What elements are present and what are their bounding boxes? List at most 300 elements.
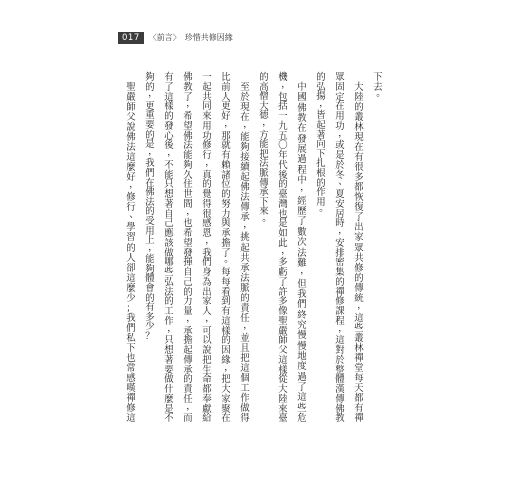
glyph: 做 (164, 247, 174, 259)
glyph: 德 (259, 110, 269, 122)
glyph: 麼 (126, 162, 136, 174)
glyph: ， (148, 241, 158, 253)
glyph: 我 (145, 158, 155, 170)
glyph: 的 (354, 102, 364, 114)
glyph: 大 (259, 100, 269, 112)
glyph: 每 (221, 267, 231, 278)
glyph: 中 (297, 175, 307, 187)
glyph: 多 (354, 172, 364, 184)
glyph: 脈 (259, 167, 269, 179)
glyph: 命 (202, 374, 212, 386)
glyph: 集 (335, 267, 345, 278)
glyph: 可 (202, 325, 212, 337)
glyph: 樣 (164, 101, 174, 113)
glyph: 數 (297, 226, 307, 238)
glyph: 說 (126, 122, 136, 134)
glyph: ； (126, 302, 136, 314)
glyph: 不 (164, 159, 174, 171)
glyph: 在 (354, 142, 364, 154)
glyph: 給 (202, 413, 212, 425)
glyph: 體 (335, 374, 345, 386)
glyph: 好 (221, 111, 231, 122)
glyph: 傳 (335, 393, 345, 405)
glyph: 家 (354, 232, 364, 244)
glyph: 起 (183, 345, 193, 356)
glyph: 用 (145, 225, 155, 237)
glyph: 的 (278, 179, 288, 191)
glyph: 佛 (183, 72, 193, 83)
glyph: 大 (278, 384, 288, 395)
glyph: 修 (126, 192, 136, 204)
glyph: 就 (221, 140, 231, 152)
glyph: 了 (278, 276, 288, 288)
glyph: 多 (278, 296, 288, 308)
glyph: 說 (202, 345, 212, 356)
glyph: 只 (164, 179, 174, 191)
glyph: 終 (297, 309, 307, 321)
glyph: 叢 (354, 112, 364, 124)
glyph: 且 (240, 342, 250, 354)
glyph: 這 (278, 354, 288, 366)
glyph: 聖 (126, 82, 136, 93)
glyph: 傳 (183, 354, 193, 366)
glyph: 眾 (335, 72, 345, 83)
glyph: 得 (202, 198, 212, 210)
glyph: 下 (373, 72, 383, 83)
glyph: 承 (183, 364, 193, 376)
glyph: 像 (278, 306, 288, 317)
glyph: 堂 (354, 362, 364, 374)
glyph: 想 (164, 345, 174, 356)
glyph: 了 (297, 381, 307, 393)
glyph: 位 (221, 179, 231, 191)
glyph: ， (262, 116, 272, 128)
glyph: 、 (129, 209, 139, 221)
glyph: 為 (202, 276, 212, 288)
glyph: 在 (145, 177, 155, 189)
glyph: 很 (354, 162, 364, 174)
glyph: 承 (240, 212, 250, 224)
glyph: 〇 (278, 140, 288, 152)
glyph: 獻 (202, 403, 212, 415)
glyph: 程 (297, 164, 307, 176)
glyph: 做 (240, 403, 250, 414)
glyph: ， (281, 244, 291, 256)
glyph: 嚴 (126, 92, 136, 104)
glyph: 那 (221, 130, 231, 142)
glyph: 要 (145, 119, 155, 131)
glyph: 了 (221, 247, 231, 259)
glyph: 夠 (183, 159, 193, 171)
glyph: ， (186, 98, 196, 110)
glyph: 父 (126, 112, 136, 124)
glyph: 這 (126, 272, 136, 284)
glyph: ， (205, 156, 215, 168)
glyph: 賴 (221, 159, 231, 171)
glyph: 修 (335, 296, 345, 308)
glyph: 密 (335, 257, 345, 269)
glyph: 年 (278, 150, 288, 161)
glyph: 的 (145, 129, 155, 141)
glyph: 行 (202, 150, 212, 161)
glyph: 希 (183, 228, 193, 239)
glyph: 作 (316, 187, 326, 199)
glyph: 都 (354, 182, 364, 194)
glyph: 能 (259, 139, 269, 151)
glyph: 天 (354, 382, 364, 394)
glyph: 向 (316, 139, 326, 151)
running-header (118, 32, 233, 44)
glyph: 挑 (240, 232, 250, 244)
glyph: 危 (297, 413, 307, 424)
glyph: 私 (126, 332, 136, 344)
glyph: 少 (145, 321, 155, 333)
glyph: 諸 (221, 169, 231, 181)
text-column (297, 73, 310, 424)
glyph: 用 (335, 111, 345, 122)
glyph: 師 (278, 335, 288, 347)
glyph: 從 (278, 374, 288, 386)
glyph: 望 (183, 237, 193, 249)
glyph: 的 (183, 286, 193, 298)
glyph: 了 (164, 81, 174, 93)
glyph: 工 (240, 382, 250, 394)
glyph: ， (243, 219, 253, 231)
glyph: 承 (259, 187, 269, 199)
glyph: 奉 (202, 393, 212, 405)
glyph: ， (186, 312, 196, 324)
glyph: 來 (202, 111, 212, 122)
glyph: 的 (221, 335, 231, 347)
glyph: 於 (335, 354, 345, 366)
glyph: 課 (335, 306, 345, 317)
glyph: 了 (183, 91, 193, 103)
glyph: 好 (126, 172, 136, 184)
glyph: 做 (164, 374, 174, 386)
glyph: 我 (297, 288, 307, 300)
glyph: 法 (145, 196, 155, 208)
glyph: 的 (335, 276, 345, 288)
glyph: 法 (240, 192, 250, 204)
glyph: 扎 (316, 158, 326, 170)
glyph: 些 (164, 267, 174, 278)
glyph: 的 (183, 374, 193, 386)
glyph: 林 (354, 122, 364, 134)
glyph: 的 (145, 81, 155, 93)
glyph: 感 (126, 372, 136, 384)
glyph: 。 (376, 88, 386, 100)
glyph: 起 (240, 242, 250, 254)
glyph: 恢 (354, 192, 364, 204)
glyph: 人 (202, 306, 212, 317)
glyph: 弘 (316, 81, 326, 93)
glyph: 冬 (335, 169, 345, 181)
glyph: 下 (126, 342, 136, 354)
glyph: 很 (202, 208, 212, 220)
text-column (259, 72, 272, 227)
glyph: 後 (278, 169, 288, 181)
glyph: 也 (183, 218, 193, 230)
glyph: 功 (335, 120, 345, 132)
glyph: ， (129, 179, 139, 191)
glyph: 包 (278, 91, 288, 103)
glyph: 能 (240, 132, 250, 144)
glyph: 以 (202, 335, 212, 347)
glyph: 這 (221, 315, 231, 327)
glyph: 的 (316, 72, 326, 83)
glyph: 臺 (278, 189, 288, 200)
glyph: 覺 (202, 189, 212, 200)
glyph: ， (224, 117, 234, 129)
glyph: 來 (259, 206, 269, 218)
glyph: 行 (126, 202, 136, 214)
glyph: 努 (221, 198, 231, 210)
glyph: 大 (354, 82, 364, 93)
glyph: 身 (202, 267, 212, 278)
glyph: 這 (354, 312, 364, 324)
glyph: 慢 (297, 330, 307, 342)
glyph: 有 (354, 152, 364, 164)
glyph: 在 (221, 413, 231, 425)
text-column (221, 72, 234, 425)
glyph: 的 (164, 111, 174, 122)
glyph: 法 (297, 247, 307, 259)
glyph: 前 (221, 81, 231, 93)
glyph: 少 (126, 292, 136, 304)
glyph: 家 (202, 296, 212, 308)
glyph: 叢 (354, 332, 364, 344)
text-column (278, 72, 291, 425)
glyph: 師 (126, 102, 136, 114)
glyph: 機 (278, 72, 288, 83)
glyph: 上 (145, 235, 155, 247)
glyph: 責 (240, 302, 250, 314)
glyph: 承 (183, 325, 193, 337)
glyph: 體 (145, 273, 155, 285)
glyph: 同 (202, 101, 212, 113)
glyph: 因 (221, 345, 231, 356)
glyph: 用 (202, 120, 212, 132)
glyph: 不 (164, 413, 174, 425)
glyph: 在 (240, 112, 250, 124)
glyph: 傳 (240, 202, 250, 214)
glyph: 佛 (126, 132, 136, 144)
glyph: 多 (278, 257, 288, 269)
glyph: 度 (297, 361, 307, 373)
glyph: 難 (297, 257, 307, 269)
glyph: 修 (126, 403, 136, 414)
glyph: 我 (126, 312, 136, 324)
text-column (316, 72, 329, 217)
glyph: 我 (202, 247, 212, 259)
glyph: 什 (164, 384, 174, 395)
glyph: 夠 (145, 72, 155, 83)
glyph: ， (205, 234, 215, 246)
glyph: ， (281, 78, 291, 90)
glyph: 居 (335, 208, 345, 220)
glyph: 起 (240, 172, 250, 184)
glyph: 著 (164, 198, 174, 210)
glyph: 下 (259, 196, 269, 208)
glyph: 續 (240, 162, 250, 174)
glyph: 間 (183, 198, 193, 210)
glyph: 修 (202, 140, 212, 152)
glyph: 把 (240, 352, 250, 364)
glyph: 佛 (297, 102, 307, 114)
glyph: 皆 (316, 110, 326, 122)
glyph: 都 (202, 384, 212, 395)
glyph: ， (167, 147, 177, 158)
glyph: 臺 (278, 413, 288, 425)
glyph: 們 (145, 167, 155, 179)
glyph: 在 (297, 123, 307, 135)
glyph: 去 (373, 81, 383, 93)
glyph: 的 (259, 72, 269, 83)
glyph: 。 (319, 203, 329, 215)
glyph: 揚 (316, 91, 326, 103)
glyph: 們 (202, 257, 212, 269)
text-column (126, 73, 139, 425)
glyph: 脈 (240, 282, 250, 294)
glyph: 陸 (354, 92, 364, 104)
glyph: 教 (297, 113, 307, 125)
glyph: 發 (183, 247, 193, 259)
glyph: 高 (259, 81, 269, 93)
glyph: 的 (126, 242, 136, 254)
glyph: 共 (202, 91, 212, 103)
glyph: 也 (278, 208, 288, 220)
glyph: 重 (145, 110, 155, 122)
glyph: ， (186, 400, 196, 412)
glyph: 的 (316, 177, 326, 189)
glyph: 個 (240, 372, 250, 384)
glyph: ， (338, 322, 348, 334)
glyph: 都 (354, 392, 364, 404)
glyph: 恩 (202, 228, 212, 239)
glyph: 共 (240, 252, 250, 264)
glyph: 虧 (278, 267, 288, 278)
glyph: 程 (335, 315, 345, 327)
glyph: 法 (183, 140, 193, 152)
glyph: 能 (145, 254, 155, 266)
text-column (240, 73, 253, 425)
glyph: 應 (164, 228, 174, 239)
glyph: 們 (297, 299, 307, 311)
glyph: 受 (145, 215, 155, 227)
glyph: ， (167, 322, 177, 334)
glyph: 更 (145, 100, 155, 112)
glyph: 夠 (240, 142, 250, 154)
glyph: 學 (126, 222, 136, 234)
glyph: 望 (183, 120, 193, 132)
glyph: 林 (354, 342, 364, 354)
text-column (335, 72, 348, 425)
glyph: 禪 (354, 352, 364, 364)
glyph: 的 (145, 292, 155, 304)
glyph: 的 (145, 206, 155, 218)
glyph: 每 (221, 276, 231, 288)
glyph: ， (243, 119, 253, 131)
glyph: 並 (240, 332, 250, 344)
glyph: 夏 (335, 189, 345, 200)
glyph: 安 (335, 237, 345, 249)
glyph: 時 (335, 218, 345, 230)
glyph: 復 (354, 202, 364, 214)
glyph: 看 (221, 286, 231, 298)
glyph: 對 (335, 345, 345, 356)
glyph: 承 (240, 262, 250, 274)
text-column (145, 72, 158, 343)
glyph: 展 (297, 144, 307, 156)
glyph: 有 (164, 72, 174, 83)
glyph: 。 (262, 212, 272, 224)
glyph: 禪 (126, 392, 136, 404)
glyph: 的 (164, 296, 174, 308)
glyph: 出 (202, 286, 212, 298)
glyph: 但 (297, 278, 307, 290)
glyph: 究 (297, 319, 307, 331)
glyph: 些 (297, 402, 307, 414)
glyph: 哪 (164, 257, 174, 269)
glyph: ， (224, 361, 234, 373)
glyph: 己 (183, 276, 193, 288)
glyph: ？ (145, 331, 155, 343)
glyph: 任 (240, 312, 250, 324)
glyph: ， (357, 299, 367, 311)
glyph: 後 (164, 140, 174, 152)
glyph: 每 (354, 372, 364, 384)
glyph: 大 (221, 384, 231, 395)
glyph: 著 (164, 354, 174, 366)
glyph: 樣 (221, 325, 231, 337)
chapter-title: 珍惜共修因緣 (184, 33, 233, 42)
glyph: 把 (259, 148, 269, 160)
glyph: 此 (278, 237, 288, 249)
page-number: 017 (118, 32, 144, 44)
glyph: 力 (221, 208, 231, 220)
glyph: 一 (202, 72, 212, 83)
glyph: 傳 (354, 282, 364, 294)
glyph: 下 (316, 148, 326, 160)
glyph: 九 (278, 120, 288, 132)
glyph: 量 (183, 306, 193, 317)
glyph: 些 (354, 322, 364, 334)
glyph: 方 (259, 129, 269, 141)
glyph: ， (205, 312, 215, 324)
glyph: ， (300, 182, 310, 194)
text-column (202, 72, 215, 425)
glyph: 把 (202, 354, 212, 366)
glyph: 歷 (297, 206, 307, 218)
glyph: 教 (335, 413, 345, 425)
glyph: 習 (126, 232, 136, 244)
glyph: 至 (240, 82, 250, 93)
glyph: 嘆 (126, 382, 136, 394)
glyph: 是 (278, 218, 288, 230)
glyph: ， (300, 265, 310, 277)
glyph: ， (243, 319, 253, 331)
glyph: 父 (278, 345, 288, 356)
glyph: 會 (145, 283, 155, 295)
glyph: 佛 (240, 182, 250, 194)
glyph: 得 (240, 413, 250, 425)
glyph: 有 (354, 403, 364, 414)
glyph: 、 (338, 176, 348, 188)
glyph: 更 (221, 101, 231, 113)
glyph: 法 (164, 286, 174, 298)
glyph: 發 (164, 120, 174, 132)
glyph: 也 (126, 352, 136, 364)
